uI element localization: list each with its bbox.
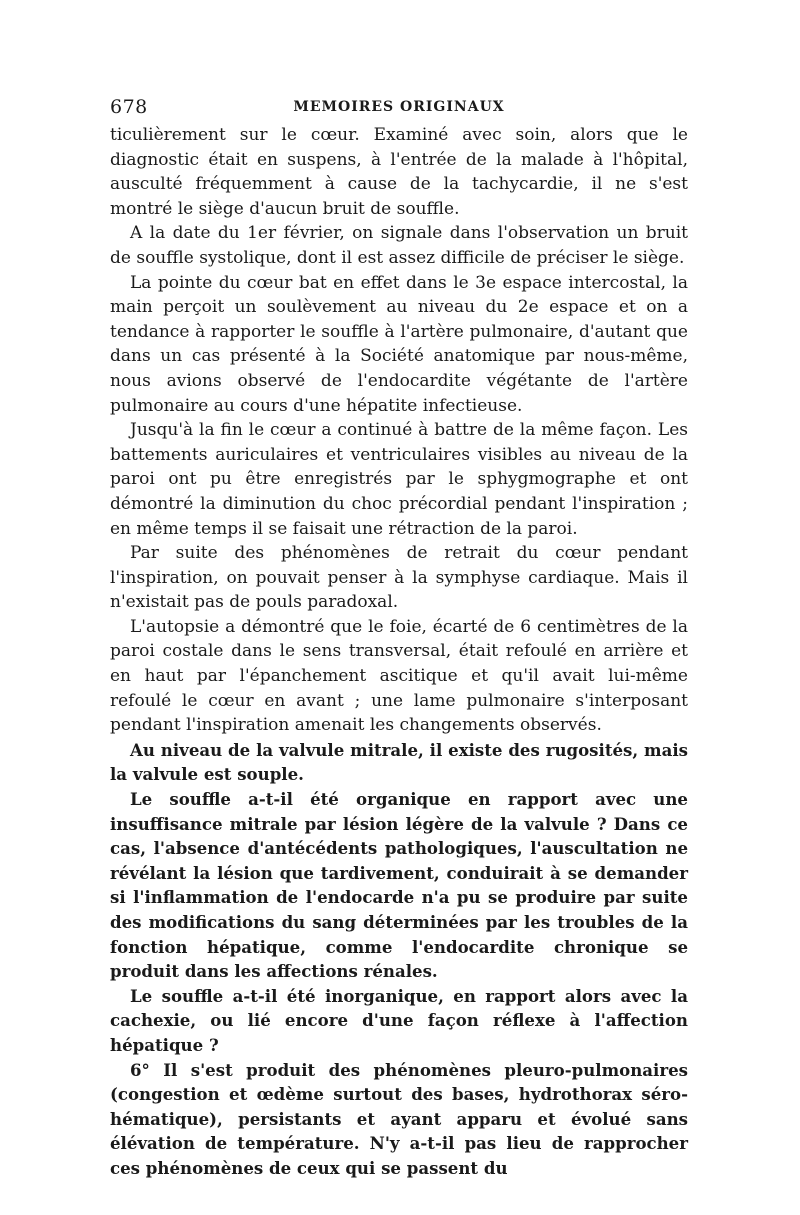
paragraph-2: A la date du 1er février, on signale dans l'observation un bruit de souffle systolique, dont il est assez difficile de préciser le siège. [110,223,688,268]
paragraph-1: ticulièrement sur le cœur. Examiné avec soin, alors que le diagnostic était en suspens, à l'entrée de la malade à l'hôpital, ausculté fréquemment à cause de la tachycardie, il ne s'est montré le siège d'aucun bruit de souffle. [110,125,688,219]
paragraph-3: La pointe du cœur bat en effet dans le 3e espace intercostal, la main perçoit un soulèvement au niveau du 2e espace et on a tendance à rapporter le souffle à l'artère pulmonaire, d'autant que dans un cas présenté à la Société anatomique par nous-même, nous avions observé de l'endocardite végétante de l'artère pulmonaire au cours d'une hépatite infectieuse. [110,272,688,416]
running-header [110,96,688,122]
paragraph-5: Par suite des phénomènes de retrait du cœur pendant l'inspiration, on pouvait penser à la symphyse cardiaque. Mais il n'existait pas de pouls paradoxal. [110,543,688,613]
paragraph-4: Jusqu'à la fin le cœur a continué à battre de la même façon. Les battements auriculaires et ventriculaires visibles au niveau de la paroi ont pu être enregistrés par le sphygmographe et ont démontré la diminution du choc précordial pendant l'inspiration ; en même temps il se faisait une rétraction de la paroi. [110,420,688,539]
body-text [110,123,688,1181]
paragraph-9: Le souffle a-t-il été inorganique, en rapport alors avec la cachexie, ou lié encore d'une façon réflexe à l'affection hépatique ? [110,985,688,1055]
paragraph-7: Au niveau de la valvule mitrale, il existe des rugosités, mais la valvule est souple. [110,739,688,785]
paragraph-10: 6° Il s'est produit des phénomènes pleuro-pulmonaires (congestion et œdème surtout des bases, hydrothorax séro-hématique), persistants et ayant apparu et évolué sans élévation de température. N'y a-t-il pas lieu de rapprocher ces phénomènes de ceux qui se passent du [110,1059,688,1178]
paragraph-8: Le souffle a-t-il été organique en rapport avec une insuffisance mitrale par lésion légère de la valvule ? Dans ce cas, l'absence d'antécédents pathologiques, l'auscultation ne révélant la lésion que tardivement, conduirait à se demander si l'inflammation de l'endocarde n'a pu se produire par suite des modifications du sang déterminées par les troubles de la fonction hépatique, comme l'endocardite chronique se produit dans les affections rénales. [110,789,688,982]
paragraph-6: L'autopsie a démontré que le foie, écarté de 6 centimètres de la paroi costale dans le sens transversal, était refoulé en arrière et en haut par l'épanchement ascitique et qu'il avait lui-même refoulé le cœur en avant ; une lame pulmonaire s'interposant pendant l'inspiration amenait les changements observés. [110,616,688,736]
running-title: MEMOIRES ORIGINAUX [293,99,505,115]
page-number: 678 [110,96,148,118]
document-page [110,96,688,1181]
